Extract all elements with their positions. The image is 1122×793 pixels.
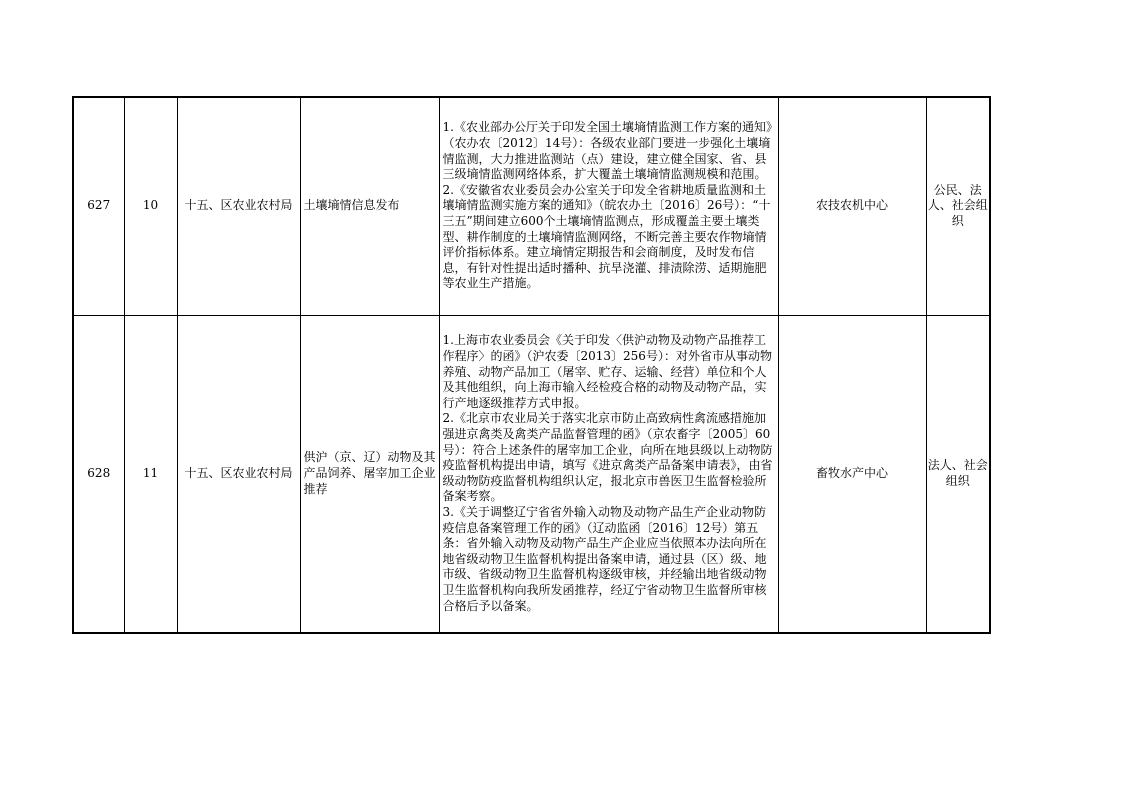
- target-cell: 法人、社会组织: [926, 315, 990, 633]
- department-cell: 十五、区农业农村局: [177, 97, 300, 315]
- responsible-unit-cell: 畜牧水产中心: [778, 315, 926, 633]
- basis-item: 2.《安徽省农业委员会办公室关于印发全省耕地质量监测和土壤墒情监测实施方案的通知》（皖农办土〔2016〕26号）：“十三五”期间建立600个土壤墒情监测点，形成覆盖主要土壤类型、耕作制度的土壤墒情监测网络，不断完善主要农作物墒情评价指标体系。建立墒情定期报告和会商制度，及时发布信息，有针对性提出适时播种、抗旱浇灌、排渍除涝、适期施肥等农业生产措施。: [442, 182, 771, 291]
- item-name-cell: 土壤墒情信息发布: [300, 97, 439, 315]
- item-name-cell: 供沪（京、辽）动物及其产品饲养、屠宰加工企业推荐: [300, 315, 439, 633]
- basis-cell: [439, 315, 778, 633]
- department-cell: 十五、区农业农村局: [177, 315, 300, 633]
- sub-seq-cell: 10: [124, 97, 177, 315]
- basis-item: 1.上海市农业委员会《关于印发〈供沪动物及动物产品推荐工作程序〉的函》（沪农委〔2013〕256号）：对外省市从事动物养殖、动物产品加工（屠宰、贮存、运输、经营）单位和个人及其他组织，向上海市输入经检疫合格的动物及动物产品，实行产地逐级推荐方式申报。: [442, 333, 772, 410]
- responsible-unit-cell: 农技农机中心: [778, 97, 926, 315]
- table-row: [73, 315, 990, 633]
- basis-item: 2.《北京市农业局关于落实北京市防止高致病性禽流感措施加强进京禽类及禽类产品监督管理的函》（京农畜字〔2005〕60号）：符合上述条件的屠宰加工企业，向所在地县级以上动物防疫监督机构提出申请，填写《进京禽类产品备案申请表》，由省级动物防疫监督机构组织认定，报北京市兽医卫生监督检验所备案考察。: [442, 411, 773, 504]
- basis-cell: [439, 97, 778, 315]
- basis-item: 3.《关于调整辽宁省省外输入动物及动物产品生产企业动物防疫信息备案管理工作的函》（辽动监函〔2016〕12号）第五条：省外输入动物及动物产品生产企业应当依照本办法向所在地省级动物卫生监督机构提出备案申请，通过县（区）级、地市级、省级动物卫生监督机构逐级审核，并经输出地省级动物卫生监督机构向我所发函推荐，经辽宁省动物卫生监督所审核合格后予以备案。: [442, 504, 767, 613]
- sub-seq-cell: 11: [124, 315, 177, 633]
- records-table: [72, 96, 991, 634]
- table-row: [73, 97, 990, 315]
- seq-cell: 628: [73, 315, 124, 633]
- seq-cell: 627: [73, 97, 124, 315]
- target-cell: 公民、法人、社会组织: [926, 97, 990, 315]
- basis-item: 1.《农业部办公厅关于印发全国土壤墒情监测工作方案的通知》（农办农〔2012〕14号）：各级农业部门要进一步强化土壤墒情监测，大力推进监测站（点）建设，建立健全国家、省、县三级墒情监测网络体系，扩大覆盖土壤墒情监测规模和范围。: [442, 120, 772, 182]
